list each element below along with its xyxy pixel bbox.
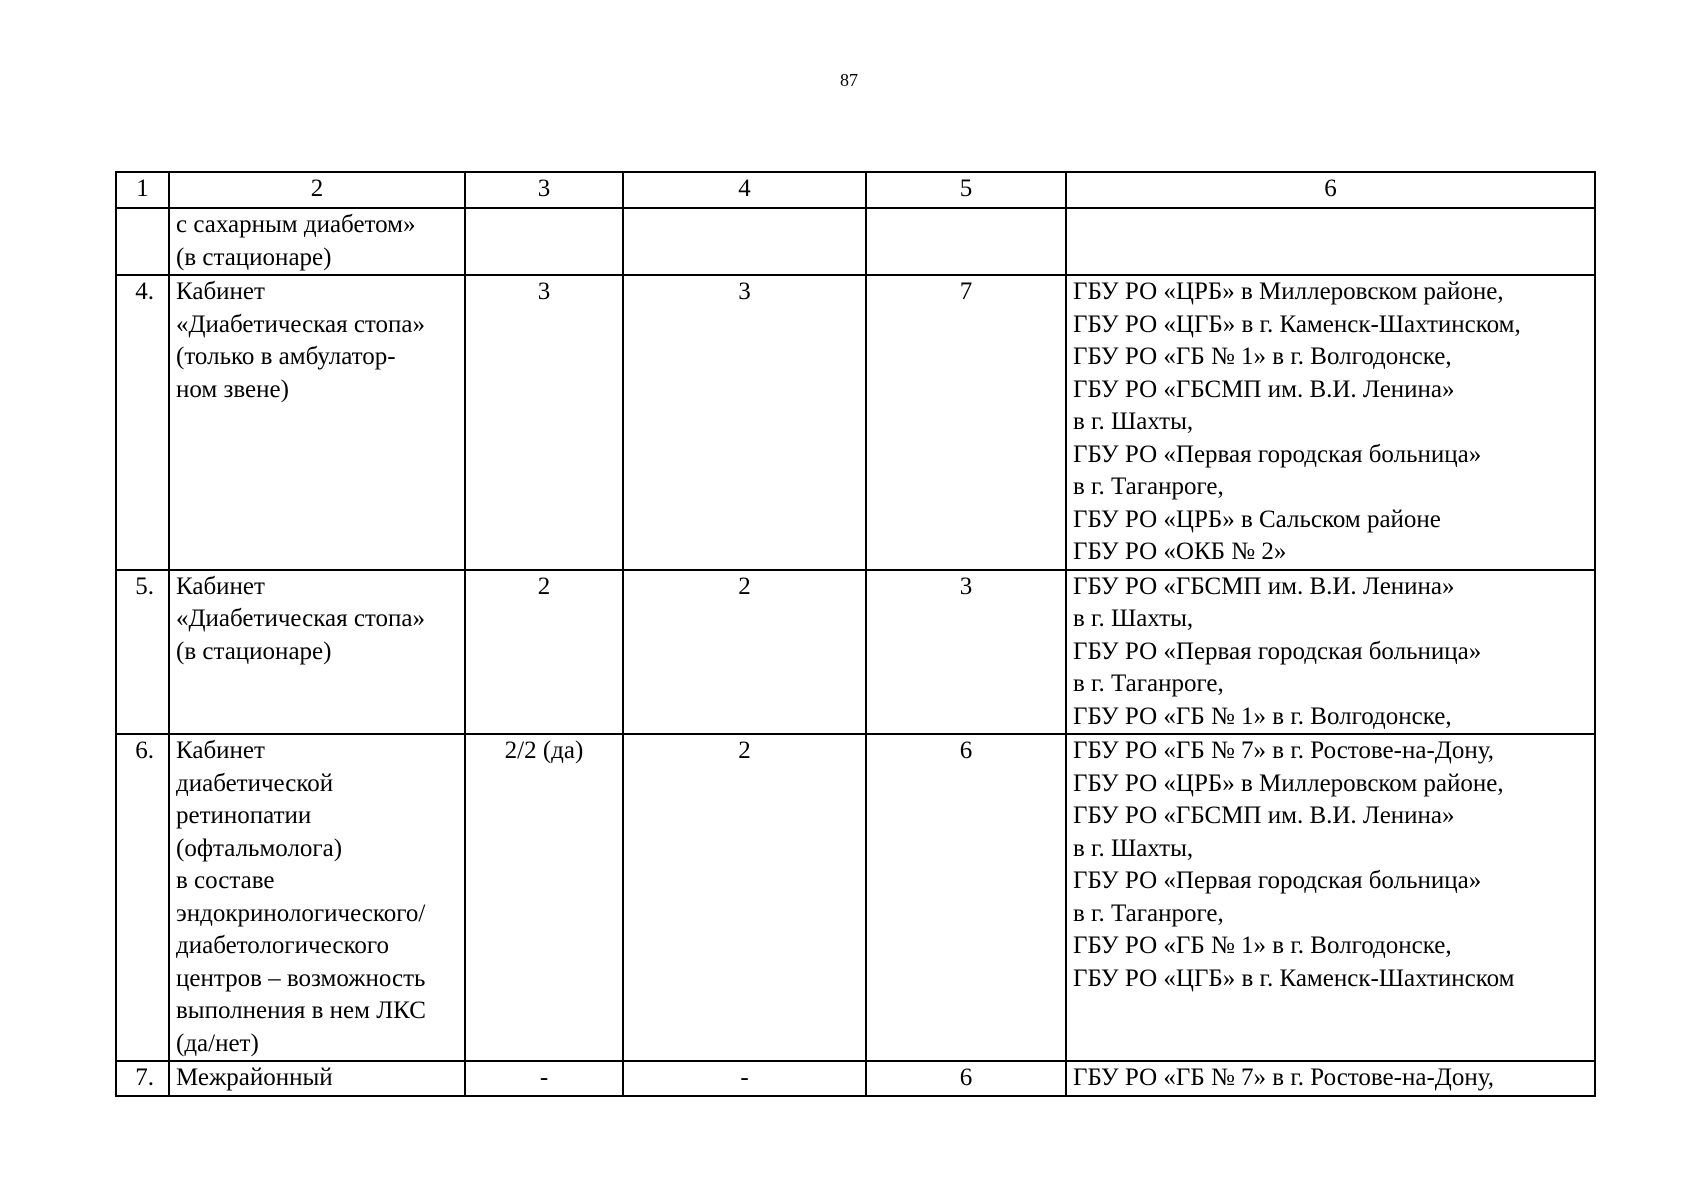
row-name-line: в составе [176,867,275,894]
row-col3-cell: 3 [465,275,623,570]
row-name-cell [169,275,465,570]
row-organization-line: в г. Шахты, [1073,834,1194,862]
header-cell-6: 6 [1066,172,1595,208]
row-organization-line: ГБУ РО «ГБ № 7» в г. Ростове-на-Дону, [1073,1064,1494,1091]
document-table [115,171,1596,1097]
header-cell-4: 4 [623,172,866,208]
row-organization-line: ГБУ РО «ГБСМП им. В.И. Ленина» [1073,802,1455,829]
table-row [116,1061,1595,1096]
table-header-row [116,172,1595,208]
row-organization-line: ГБУ РО «Первая городская больница» [1073,637,1482,665]
page-number: 87 [840,70,858,90]
row-name-line: ретинопатии [176,802,312,829]
row-name-line: ном звене) [176,375,289,403]
row-name-line: «Диабетическая стопа» [176,605,425,632]
table-row [116,570,1595,735]
row-col5-cell: 6 [866,1061,1066,1096]
row-col5-cell [866,208,1066,275]
row-col4-cell: 2 [623,734,866,1061]
row-name-line: Кабинет [176,572,265,600]
header-cell-5: 5 [866,172,1066,208]
row-name-line: (в стационаре) [176,243,332,271]
row-organization-line: ГБУ РО «ЦГБ» в г. Каменск-Шахтинском, [1073,310,1521,338]
row-col3-cell: - [465,1061,623,1096]
row-name-cell [169,1061,465,1096]
table-row [116,208,1595,275]
table-row [116,734,1595,1061]
row-name-line: эндокринологического/ [176,899,426,927]
header-cell-1: 1 [116,172,169,208]
row-col3-cell: 2 [465,570,623,735]
row-name-line: «Диабетическая стопа» [176,310,425,338]
row-name-cell [169,734,465,1061]
row-organization-line: в г. Таганроге, [1073,670,1224,697]
row-col3-cell: 2/2 (да) [465,734,623,1061]
row-organization-line: ГБУ РО «ГБ № 1» в г. Волгодонске, [1073,932,1452,959]
row-organization-line: в г. Таганроге, [1073,473,1224,500]
header-cell-3: 3 [465,172,623,208]
row-organization-line: в г. Шахты, [1073,605,1194,632]
row-number-cell: 5. [116,570,169,735]
row-name-line: диабетологического [176,932,389,959]
row-name-line: (офтальмолога) [176,834,343,862]
row-name-line: (да/нет) [176,1029,259,1057]
row-number-cell: 4. [116,275,169,570]
row-organization-line: ГБУ РО «ГБ № 1» в г. Волгодонске, [1073,343,1452,370]
row-name-line: с сахарным диабетом» [176,211,416,238]
row-organizations-cell [1066,275,1595,570]
row-organization-line: ГБУ РО «ЦГБ» в г. Каменск-Шахтинском [1073,964,1515,992]
row-name-line: центров – возможность [176,964,426,992]
row-organization-line: ГБУ РО «ГБ № 7» в г. Ростове-на-Дону, [1073,737,1494,764]
row-organizations-cell [1066,570,1595,735]
row-organization-line: ГБУ РО «ЦРБ» в Миллеровском районе, [1073,278,1504,305]
row-name-line: (только в амбулатор- [176,343,396,370]
row-col4-cell [623,208,866,275]
row-organization-line: в г. Таганроге, [1073,899,1224,927]
row-name-line: выполнения в нем ЛКС [176,997,426,1024]
row-name-cell [169,570,465,735]
row-col5-cell: 3 [866,570,1066,735]
row-col4-cell: - [623,1061,866,1096]
row-number-cell: 6. [116,734,169,1061]
row-organization-line: ГБУ РО «ГБСМП им. В.И. Ленина» [1073,572,1455,600]
row-col4-cell: 3 [623,275,866,570]
row-name-line: Кабинет [176,737,265,764]
row-name-line: (в стационаре) [176,637,332,665]
row-col5-cell: 7 [866,275,1066,570]
header-cell-2: 2 [169,172,465,208]
row-name-cell [169,208,465,275]
row-organizations-cell [1066,208,1595,275]
row-organization-line: ГБУ РО «ОКБ № 2» [1073,538,1287,565]
row-organizations-cell [1066,734,1595,1061]
row-name-line: Межрайонный [176,1064,333,1091]
row-organization-line: в г. Шахты, [1073,408,1194,435]
row-col4-cell: 2 [623,570,866,735]
row-organization-line: ГБУ РО «ЦРБ» в Сальском районе [1073,505,1441,533]
row-organization-line: ГБУ РО «ГБСМП им. В.И. Ленина» [1073,375,1455,403]
row-name-line: диабетической [176,769,334,797]
row-organizations-cell [1066,1061,1595,1096]
row-number-cell: 7. [116,1061,169,1096]
row-name-line: Кабинет [176,278,265,305]
row-number-cell [116,208,169,275]
table-row [116,275,1595,570]
row-col5-cell: 6 [866,734,1066,1061]
row-organization-line: ГБУ РО «Первая городская больница» [1073,867,1482,894]
row-col3-cell [465,208,623,275]
row-organization-line: ГБУ РО «Первая городская больница» [1073,440,1482,468]
row-organization-line: ГБУ РО «ГБ № 1» в г. Волгодонске, [1073,702,1452,730]
row-organization-line: ГБУ РО «ЦРБ» в Миллеровском районе, [1073,769,1504,797]
